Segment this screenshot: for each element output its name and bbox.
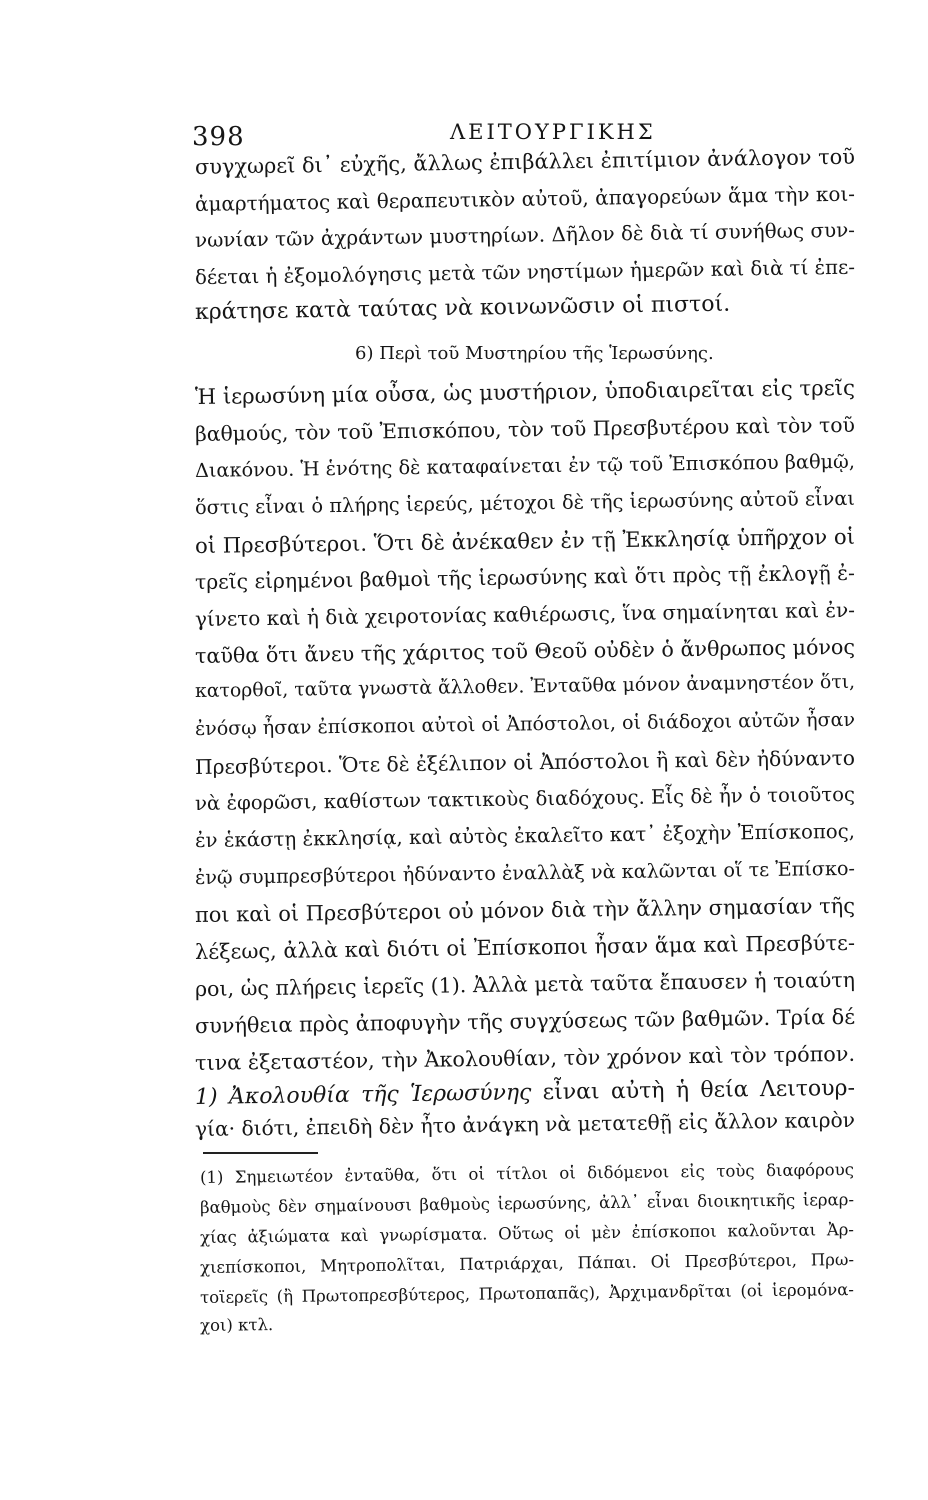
footnote-line: χίας ἀξιώματα καὶ γνωρίσματα. Οὕτως οἱ μὲν ἐπίσκοποι καλοῦνται Ἀρ- — [199, 1220, 855, 1247]
body-line: γίνετο καὶ ἡ διὰ χειροτονίας καθιέρωσις, ἵνα σημαίνηται καὶ ἐν- — [194, 597, 856, 631]
body-line: ὅστις εἶναι ὁ πλήρης ἱερεύς, μέτοχοι δὲ τῆς ἱερωσύνης αὐτοῦ εἶναι — [194, 486, 856, 519]
body-line: ἐνῷ συμπρεσβύτεροι ἠδύναντο ἐναλλὰξ νὰ καλῶνται οἵ τε Ἐπίσκο- — [194, 856, 856, 889]
body-line: ποι καὶ οἱ Πρεσβύτεροι οὐ μόνον διὰ τὴν ἄλλην σημασίαν τῆς — [194, 893, 856, 927]
footnote-line: (1) Σημειωτέον ἐνταῦθα, ὅτι οἱ τίτλοι οἱ διδόμενοι εἰς τοὺς διαφόρους — [199, 1160, 855, 1187]
numbered-item-text: εἶναι αὐτὴ ἡ θεία Λειτουρ- — [542, 1075, 856, 1106]
body-line: Ἡ ἱερωσύνη μία οὖσα, ὡς μυστήριον, ὑποδιαιρεῖται εἰς τρεῖς — [194, 375, 856, 410]
body-line: συνήθεια πρὸς ἀποφυγὴν τῆς συγχύσεως τῶν βαθμῶν. Τρία δέ — [194, 1004, 856, 1038]
running-title: ΛΕΙΤΟΥΡΓΙΚΗΣ — [450, 120, 656, 144]
body-line: ταῦθα ὅτι ἄνευ τῆς χάριτος τοῦ Θεοῦ οὐδὲν ὁ ἄνθρωπος μόνος — [194, 634, 856, 668]
footnote-line: χοι) κτλ. — [199, 1315, 274, 1335]
body-line: νωνίαν τῶν ἀχράντων μυστηρίων. Δῆλον δὲ διὰ τί συνήθως συν- — [194, 218, 856, 252]
body-line: κατορθοῖ, ταῦτα γνωστὰ ἄλλοθεν. Ἐνταῦθα μόνον ἀναμνηστέον ὅτι, — [194, 671, 856, 702]
body-line: ἁμαρτήματος καὶ θεραπευτικὸν αὐτοῦ, ἀπαγορεύων ἅμα τὴν κοι- — [194, 181, 856, 216]
footnote-line: χιεπίσκοποι, Μητροπολῖται, Πατριάρχαι, Πάπαι. Οἱ Πρεσβύτεροι, Πρω- — [199, 1250, 855, 1277]
body-line: ροι, ὡς πλήρεις ἱερεῖς (1). Ἀλλὰ μετὰ ταῦτα ἔπαυσεν ἡ τοιαύτη — [194, 967, 856, 1001]
body-line: λέξεως, ἀλλὰ καὶ διότι οἱ Ἐπίσκοποι ἦσαν ἅμα καὶ Πρεσβύτε- — [194, 930, 856, 964]
numbered-item-line — [195, 1076, 855, 1110]
body-line: νὰ ἐφορῶσι, καθίστων τακτικοὺς διαδόχους. Εἷς δὲ ἦν ὁ τοιοῦτος — [194, 782, 856, 815]
section-heading: 6) Περὶ τοῦ Μυστηρίου τῆς Ἱερωσύνης. — [355, 343, 714, 364]
body-line: κράτησε κατὰ ταύτας νὰ κοινωνῶσιν οἱ πιστοί. — [194, 291, 731, 325]
numbered-item-title: 1) Ἀκολουθία τῆς Ἱερωσύνης — [194, 1080, 532, 1110]
body-line: ἐνόσῳ ἦσαν ἐπίσκοποι αὐτοὶ οἱ Ἀπόστολοι, οἱ διάδοχοι αὐτῶν ἦσαν — [194, 708, 856, 740]
body-line: τρεῖς εἰρημένοι βαθμοὶ τῆς ἱερωσύνης καὶ ὅτι πρὸς τῇ ἐκλογῇ ἐ- — [194, 560, 856, 594]
page-number: 398 — [192, 122, 245, 152]
body-line: τινα ἐξεταστέον, τὴν Ἀκολουθίαν, τὸν χρόνον καὶ τὸν τρόπον. — [194, 1041, 856, 1075]
footnote-line: τοϊερεῖς (ἢ Πρωτοπρεσβύτερος, Πρωτοπαπᾶς), Ἀρχιμανδρῖται (οἱ ἱερομόνα- — [199, 1280, 855, 1307]
body-line: βαθμούς, τὸν τοῦ Ἐπισκόπου, τὸν τοῦ Πρεσβυτέρου καὶ τὸν τοῦ — [194, 412, 856, 446]
body-line: Πρεσβύτεροι. Ὅτε δὲ ἐξέλιπον οἱ Ἀπόστολοι ἢ καὶ δὲν ἠδύναντο — [194, 745, 856, 779]
body-line: συγχωρεῖ δι᾿ εὐχῆς, ἄλλως ἐπιβάλλει ἐπιτίμιον ἀνάλογον τοῦ — [194, 144, 856, 179]
body-line: οἱ Πρεσβύτεροι. Ὅτι δὲ ἀνέκαθεν ἐν τῇ Ἐκκλησίᾳ ὑπῆρχον οἱ — [194, 523, 856, 558]
body-line: γία· διότι, ἐπειδὴ δὲν ἦτο ἀνάγκη νὰ μετατεθῇ εἰς ἄλλον καιρὸν — [194, 1107, 856, 1141]
body-line: Διακόνου. Ἡ ἑνότης δὲ καταφαίνεται ἐν τῷ τοῦ Ἐπισκόπου βαθμῷ, — [194, 449, 856, 482]
body-line: δέεται ἡ ἐξομολόγησις μετὰ τῶν νηστίμων ἡμερῶν καὶ διὰ τί ἐπε- — [194, 255, 856, 289]
footnote-line: βαθμοὺς δὲν σημαίνουσι βαθμοὺς ἱερωσύνης, ἀλλ᾿ εἶναι διοικητικῆς ἱεραρ- — [199, 1190, 855, 1217]
footnote-divider — [203, 1152, 318, 1154]
body-line: ἐν ἑκάστῃ ἐκκλησίᾳ, καὶ αὐτὸς ἐκαλεῖτο κατ᾿ ἐξοχὴν Ἐπίσκοπος, — [194, 819, 856, 852]
